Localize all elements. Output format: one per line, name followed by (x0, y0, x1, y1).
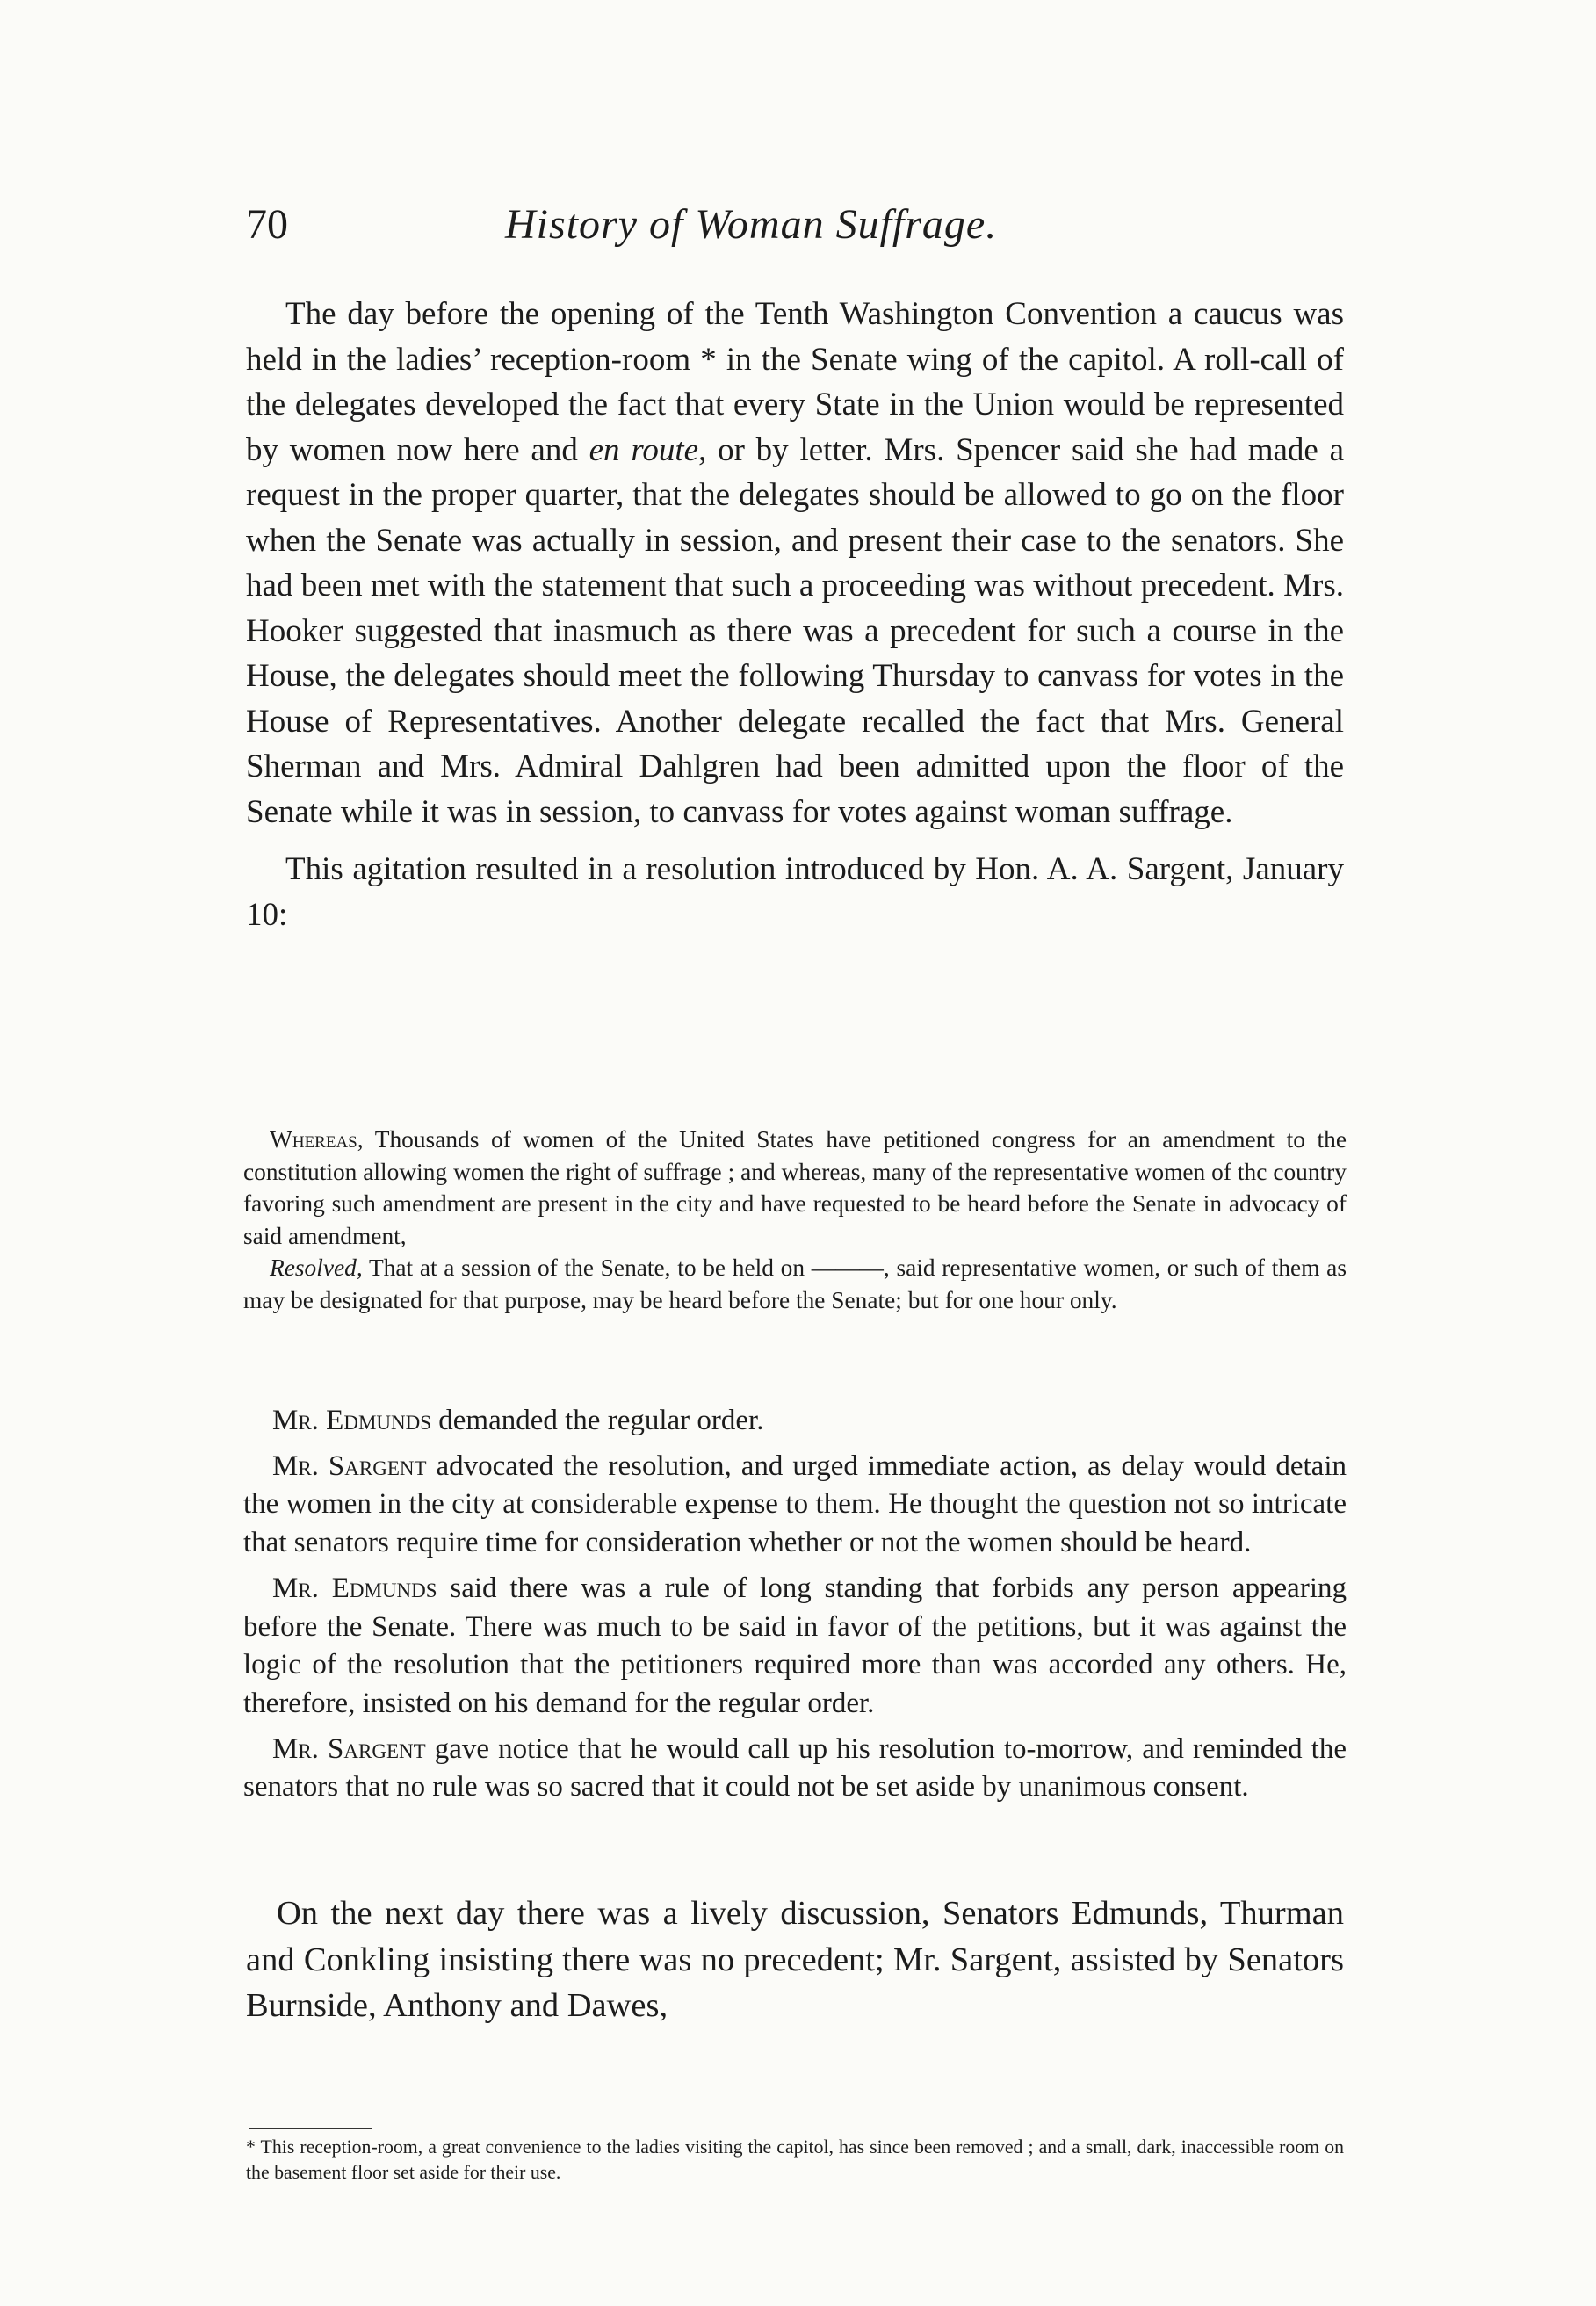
paragraph-caucus-text-a: The day before the opening of the Tenth Washington Convention a caucus was held in the ladies’ reception-room * in the Senate wing of the capitol. A roll-call of the delegates developed the fact that every State in the Union would be represented by (246, 296, 1344, 468)
paragraph-next-day: On the next day there was a lively discussion, Senators Edmunds, Thurman and Conkling insisting there was no precedent; Mr. Sargent, assisted by Senators Burnside, Anthony and Dawes, (246, 1895, 1344, 2024)
speaker-name: Mr. Edmunds (272, 1572, 437, 1604)
debate-paragraph (243, 1402, 1347, 1441)
page-header (246, 200, 1353, 253)
resolved-label: Resolved, (270, 1254, 363, 1281)
debate-text: said there was a rule of long standing that forbids any person appearing before the Senate. There was much to be said in favor of the petitions, but it was against the logic of the resolution that the petitioners required more than was accorded any others. He, therefore, insisted on his demand for the regular order. (243, 1572, 1347, 1719)
speaker-name: Mr. Sargent (272, 1449, 427, 1482)
paragraph-caucus-text-c: , or by letter. Mrs. Spencer said she had made a request in the proper quarter, that the delegates should be allowed to go on the floor when the Senate was actually in session, and present their case to the senators. She had been met with the statement that such a proceeding was without precedent. Mrs. Hooker suggested that inasmuch as there was a precedent for such a course in the House, the delegates should meet the following Thursday to canvass for votes in the House of Representatives. Another delegate recalled the fact that Mrs. General Sherman and Mrs. Admiral Dahlgren had been admitted upon the floor of the Senate while it was in session, to canvass for votes against woman suffrage. (246, 431, 1345, 830)
speaker-name: Mr. Edmunds (272, 1405, 432, 1436)
footnote-divider (249, 2128, 372, 2129)
speaker-name: Mr. Sargent (272, 1732, 426, 1765)
debate-text: gave notice that he would call up his resolution to-morrow, and reminded the senators that no rule was so sacred that it could not be set aside by unanimous consent. (243, 1732, 1347, 1804)
main-text (246, 292, 1344, 937)
resolved-clause (243, 1252, 1347, 1316)
whereas-text: Thousands of women of the United States have petitioned congress for an amendment to the constitution allowing women the right of suffrage ; and whereas, many of the representative women of thc country favoring such amendment are present in the city and have requested to be heard before the Senate in advocacy of said amendment, (243, 1126, 1347, 1249)
footnote-text: * This reception-room, a great convenience to the ladies visiting the capitol, has since been removed ; and a small, dark, inaccessible room on the basement floor set aside for their use. (246, 2136, 1344, 2183)
debate-text: advocated the resolution, and urged immediate action, as delay would detain the women in the city at considerable expense to them. He thought the question not so intricate that senators require time for consideration whether or not the women should be heard. (243, 1449, 1347, 1559)
paragraph-caucus-text-b: women now here and (289, 431, 578, 468)
debate-paragraph (243, 1731, 1347, 1807)
running-title: History of Woman Suffrage. (505, 201, 998, 248)
debate-paragraph (243, 1448, 1347, 1563)
debate-text: demanded the regular order. (431, 1405, 764, 1436)
paragraph-caucus (246, 292, 1344, 835)
en-route-italic: en route (589, 431, 699, 468)
closing-text (246, 1890, 1344, 2029)
senate-debate (243, 1402, 1347, 1814)
resolution-quote (243, 1124, 1347, 1316)
paragraph-agitation: This agitation resulted in a resolution introduced by Hon. A. A. Sargent, January 10: (246, 851, 1344, 933)
whereas-label: Whereas, (270, 1126, 364, 1153)
debate-paragraph (243, 1570, 1347, 1724)
resolved-text: That at a session of the Senate, to be held on ———, said representative women, or such of them as may be designated for that purpose, may be heard before the Senate; but for one hour only. (243, 1254, 1347, 1313)
whereas-clause (243, 1124, 1347, 1252)
page-number: 70 (246, 201, 288, 248)
footnote (246, 2135, 1344, 2186)
